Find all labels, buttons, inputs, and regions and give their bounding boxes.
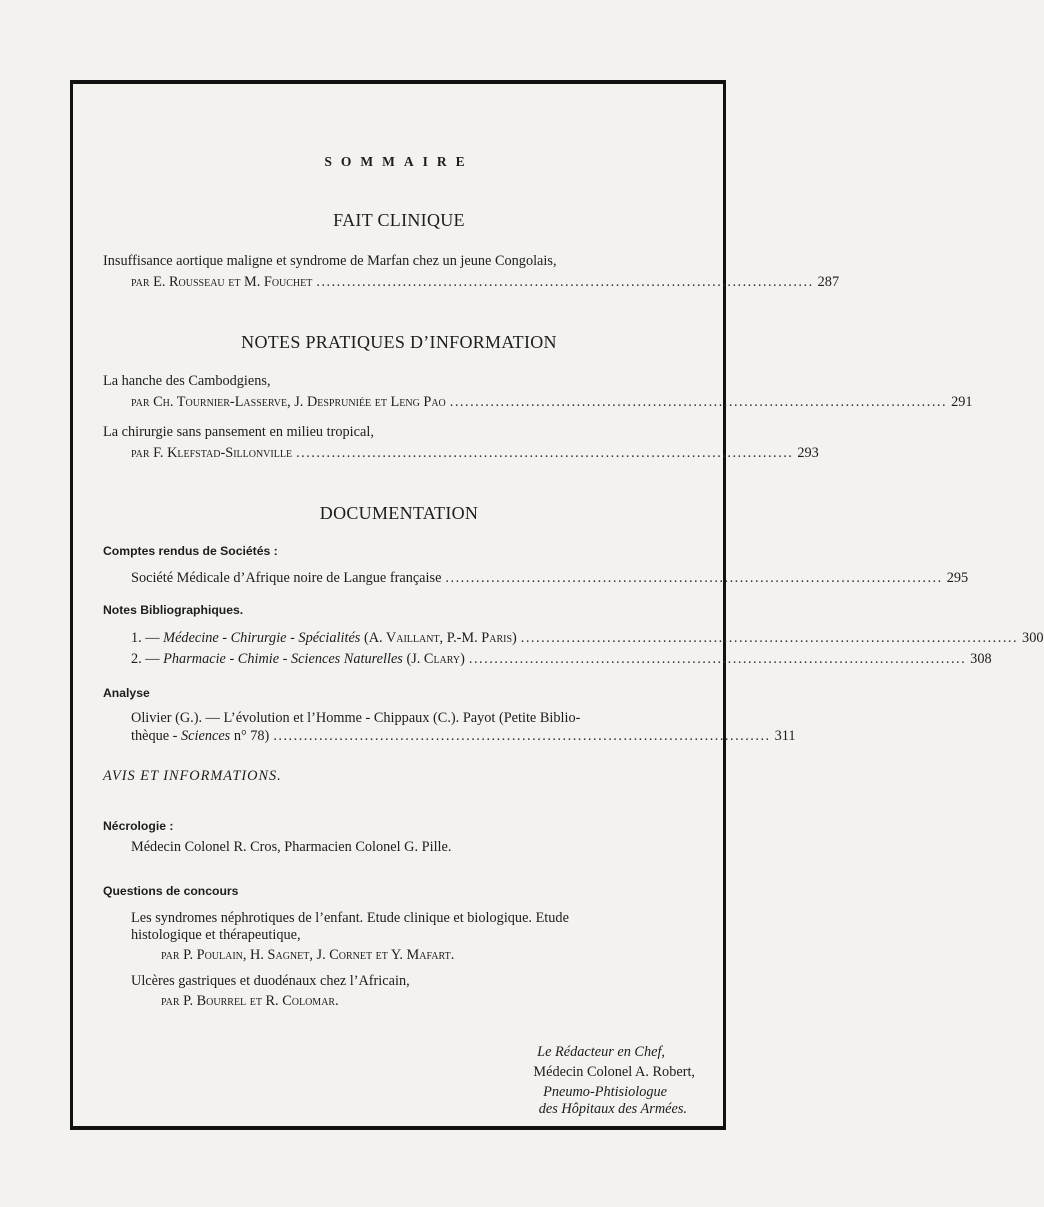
avis-heading: AVIS ET INFORMATIONS. bbox=[103, 768, 282, 784]
section-heading-fait-clinique: FAIT CLINIQUE bbox=[333, 210, 465, 230]
page-number: 300 bbox=[1022, 630, 1044, 646]
entry-number: 2. — bbox=[131, 651, 160, 667]
page-number: 311 bbox=[774, 728, 796, 744]
toc-line bbox=[131, 445, 819, 462]
subheading-questions: Questions de concours bbox=[103, 884, 239, 898]
entry-subject: Médecine - Chirurgie - Spécialités bbox=[163, 630, 361, 646]
toc-line bbox=[131, 570, 969, 587]
question-line-1: Ulcères gastriques et duodénaux chez l’Africain, bbox=[131, 973, 410, 989]
leader-dots: .................................................................................................. bbox=[273, 728, 771, 744]
leader-dots: .................................................................................................. bbox=[296, 445, 794, 461]
entry-authors: (A. Vaillant, P.-M. Paris) bbox=[363, 630, 517, 646]
leader-dots: .................................................................................................. bbox=[520, 630, 1019, 646]
subheading-analyse: Analyse bbox=[103, 686, 150, 700]
signature-line-2: Médecin Colonel A. Robert, bbox=[533, 1064, 695, 1080]
sommaire-title: SOMMAIRE bbox=[324, 154, 474, 169]
entry-number: 1. — bbox=[131, 630, 160, 646]
analyse-italic: Sciences bbox=[181, 728, 231, 744]
page-frame bbox=[70, 80, 1044, 1130]
analyse-text: n° 78) bbox=[230, 728, 270, 744]
entry-authors: par F. Klefstad-Sillonville bbox=[131, 445, 293, 461]
entry-authors: (J. Clary) bbox=[406, 651, 465, 667]
page-number: 291 bbox=[951, 394, 973, 410]
entry-title: Société Médicale d’Afrique noire de Langue française bbox=[131, 570, 442, 586]
leader-dots: .................................................................................................. bbox=[445, 570, 943, 586]
entry-subject: Pharmacie - Chimie - Sciences Naturelles bbox=[163, 651, 403, 667]
subheading-comptes-rendus: Comptes rendus de Sociétés : bbox=[103, 544, 278, 558]
question-line-1: Les syndromes néphrotiques de l’enfant. Etude clinique et biologique. Etude bbox=[131, 910, 569, 926]
page-number: 295 bbox=[946, 570, 969, 586]
leader-dots: .................................................................................................. bbox=[468, 651, 967, 667]
leader-dots: .................................................................................................. bbox=[316, 274, 814, 290]
page-number: 287 bbox=[817, 274, 840, 290]
signature-line-1: Le Rédacteur en Chef, bbox=[537, 1044, 665, 1060]
toc-line bbox=[131, 651, 992, 668]
subheading-necrologie: Nécrologie : bbox=[103, 819, 174, 833]
toc-line bbox=[131, 728, 796, 745]
page-number: 308 bbox=[970, 651, 992, 667]
page-number: 293 bbox=[797, 445, 819, 461]
toc-line bbox=[131, 274, 840, 291]
entry-authors: par Ch. Tournier-Lasserve, J. Despruniée et Leng Pao bbox=[131, 394, 446, 410]
entry-title: La hanche des Cambodgiens, bbox=[103, 373, 271, 389]
question-authors: par P. Poulain, H. Sagnet, J. Cornet et Y. Mafart. bbox=[161, 947, 455, 963]
signature-line-4: des Hôpitaux des Armées. bbox=[538, 1101, 687, 1117]
section-heading-documentation: DOCUMENTATION bbox=[319, 503, 479, 523]
question-line-2: histologique et thérapeutique, bbox=[131, 927, 301, 943]
leader-dots: .................................................................................................. bbox=[449, 394, 948, 410]
signature-line-3: Pneumo-Phtisiologue bbox=[543, 1084, 667, 1100]
analyse-text: thèque - bbox=[131, 728, 182, 744]
toc-line bbox=[131, 630, 1044, 647]
section-heading-notes-pratiques: NOTES PRATIQUES D’INFORMATION bbox=[241, 332, 557, 352]
necrologie-text: Médecin Colonel R. Cros, Pharmacien Colonel G. Pille. bbox=[131, 839, 452, 855]
question-authors: par P. Bourrel et R. Colomar. bbox=[161, 993, 339, 1009]
toc-line bbox=[131, 394, 973, 411]
analyse-line-2 bbox=[131, 728, 269, 745]
entry-title: Insuffisance aortique maligne et syndrome de Marfan chez un jeune Congolais, bbox=[103, 253, 557, 269]
analyse-line-1: Olivier (G.). — L’évolution et l’Homme - Chippaux (C.). Payot (Petite Biblio- bbox=[131, 710, 581, 726]
entry-title: La chirurgie sans pansement en milieu tropical, bbox=[103, 424, 374, 440]
entry-authors: par E. Rousseau et M. Fouchet bbox=[131, 274, 313, 290]
subheading-notes-bibliographiques: Notes Bibliographiques. bbox=[103, 603, 244, 617]
